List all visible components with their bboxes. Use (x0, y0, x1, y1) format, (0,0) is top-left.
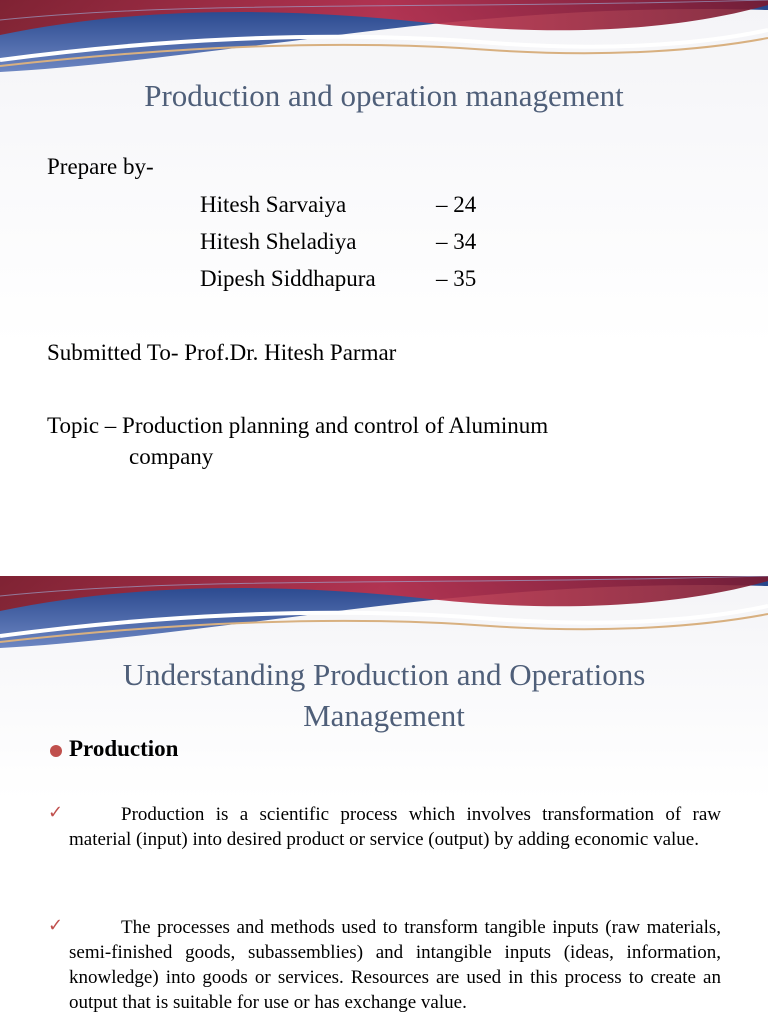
decorative-banner (0, 576, 768, 651)
paragraph-2: The processes and methods used to transform tangible inputs (raw materials, semi-finished goods, subassemblies) and intangible inputs (ideas, information, knowledge) into goods or services. Resources are used in this process to create an output that is suitable for use or has exchange value. (69, 917, 721, 1013)
bullet-dot-icon (50, 745, 62, 757)
topic-line-1: Topic – Production planning and control of Aluminum (47, 413, 549, 438)
slide-2-title (0, 654, 768, 736)
check-icon: ✓ (48, 802, 64, 823)
member-name-3: Dipesh Siddhapura (200, 266, 376, 291)
topic-line-2: company (129, 444, 214, 469)
member-number-1: – 24 (436, 192, 477, 217)
prepared-by-label: Prepare by- (47, 154, 154, 179)
member-number-2: – 34 (436, 229, 477, 254)
member-name-2: Hitesh Sheladiya (200, 229, 357, 254)
slide-2-title-line-1: Understanding Production and Operations (122, 657, 646, 692)
production-heading: Production (69, 736, 179, 761)
slide-2 (0, 576, 768, 1024)
check-icon: ✓ (48, 915, 64, 936)
slide-1-title: Production and operation management (144, 78, 624, 113)
slide-2-title-line-2: Management (303, 698, 465, 733)
member-number-3: – 35 (436, 266, 477, 291)
paragraph-1: Production is a scientific process which involves transformation of raw material (input) into desired product or service (output) by adding economic value. (69, 804, 721, 850)
member-name-1: Hitesh Sarvaiya (200, 192, 347, 217)
decorative-banner (0, 0, 768, 75)
submitted-to: Submitted To- Prof.Dr. Hitesh Parmar (47, 340, 397, 365)
